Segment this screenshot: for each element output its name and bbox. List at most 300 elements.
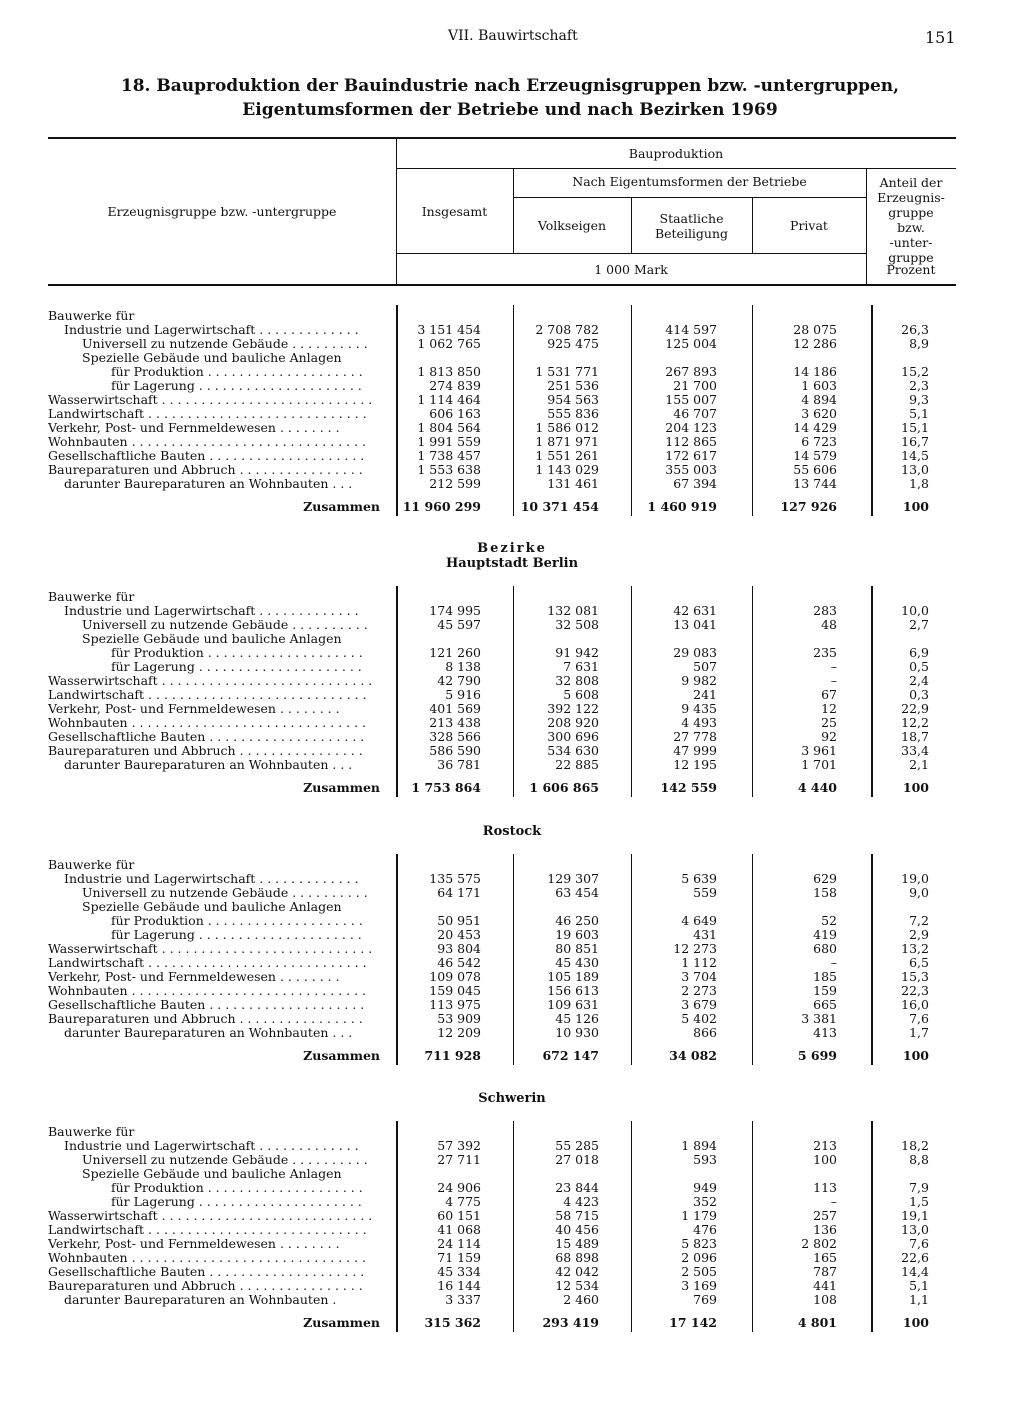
table-row bbox=[0, 309, 1024, 323]
row-leader-dots: . . . bbox=[328, 477, 353, 491]
cell-value: 7,2 bbox=[909, 913, 929, 928]
cell-value: 476 bbox=[693, 1222, 717, 1237]
total-label: Zusammen bbox=[303, 780, 380, 795]
table-row bbox=[0, 984, 1024, 998]
cell-value: 3 620 bbox=[801, 406, 837, 421]
table-row bbox=[0, 744, 1024, 758]
row-label-text: Baureparaturen und Abbruch bbox=[48, 1279, 236, 1293]
row-label-text: Bauwerke für bbox=[48, 858, 135, 872]
cell-value: 52 bbox=[821, 913, 837, 928]
cell-value: 14 186 bbox=[793, 364, 837, 379]
total-value: 711 928 bbox=[424, 1048, 481, 1063]
table-row bbox=[0, 463, 1024, 477]
row-leader-dots: . . . . . . . . . . . . . . . . . . . . . . . . . . . . bbox=[144, 956, 367, 970]
table-row bbox=[0, 1195, 1024, 1209]
cell-value: 45 334 bbox=[437, 1264, 481, 1279]
cell-value: 71 159 bbox=[437, 1250, 481, 1265]
cell-value: 14 579 bbox=[793, 448, 837, 463]
total-value: 142 559 bbox=[660, 780, 717, 795]
cell-value: 22,9 bbox=[901, 701, 929, 716]
row-label-text: für Lagerung bbox=[111, 1195, 195, 1209]
table-row bbox=[0, 886, 1024, 900]
table-row bbox=[0, 1139, 1024, 1153]
bauproduktion-header: Bauproduktion bbox=[628, 146, 724, 161]
row-label-text: für Produktion bbox=[111, 365, 204, 379]
cell-value: 8 138 bbox=[445, 659, 481, 674]
cell-value: 12 209 bbox=[437, 1025, 481, 1040]
cell-value: 8,9 bbox=[909, 336, 929, 351]
cell-value: 267 893 bbox=[665, 364, 717, 379]
cell-value: 19,1 bbox=[901, 1208, 929, 1223]
cell-value: 392 122 bbox=[547, 701, 599, 716]
row-label-text: darunter Baureparaturen an Wohnbauten bbox=[64, 1026, 329, 1040]
cell-value: 2 802 bbox=[801, 1236, 837, 1251]
table-row bbox=[0, 998, 1024, 1012]
row-label bbox=[64, 323, 380, 337]
cell-value: 33,4 bbox=[901, 743, 929, 758]
section-subheading: Hauptstadt Berlin bbox=[445, 556, 579, 571]
cell-value: 40 456 bbox=[555, 1222, 599, 1237]
row-label bbox=[111, 928, 380, 942]
cell-value: 80 851 bbox=[555, 941, 599, 956]
cell-value: 3 169 bbox=[681, 1278, 717, 1293]
table-row bbox=[0, 435, 1024, 449]
cell-value: 93 804 bbox=[437, 941, 481, 956]
table-row bbox=[0, 674, 1024, 688]
cell-value: 2,3 bbox=[909, 378, 929, 393]
cell-value: 14,4 bbox=[901, 1264, 929, 1279]
row-leader-dots: . . . . . . . . . . . . . . . . . . . . . . . . . . . . . . bbox=[127, 984, 367, 998]
cell-value: 22,6 bbox=[901, 1250, 929, 1265]
cell-value: 2,1 bbox=[909, 757, 929, 772]
cell-value: 328 566 bbox=[429, 729, 481, 744]
table-row bbox=[0, 1181, 1024, 1195]
cell-value: 41 068 bbox=[437, 1222, 481, 1237]
cell-value: 13,2 bbox=[901, 941, 929, 956]
row-leader-dots: . . . bbox=[328, 758, 353, 772]
cell-value: 241 bbox=[693, 687, 717, 702]
cell-value: 9 435 bbox=[681, 701, 717, 716]
row-label-text: für Produktion bbox=[111, 1181, 204, 1195]
cell-value: 174 995 bbox=[429, 603, 481, 618]
cell-value: 100 bbox=[813, 1152, 837, 1167]
cell-value: 3 151 454 bbox=[417, 322, 481, 337]
cell-value: 108 bbox=[813, 1292, 837, 1307]
header-rule bbox=[396, 253, 866, 254]
cell-value: 7 631 bbox=[563, 659, 599, 674]
row-label-text: Baureparaturen und Abbruch bbox=[48, 463, 236, 477]
table-row bbox=[0, 970, 1024, 984]
total-value: 10 371 454 bbox=[520, 499, 599, 514]
cell-value: 2 460 bbox=[563, 1292, 599, 1307]
cell-value: 2,9 bbox=[909, 927, 929, 942]
row-label-text: Spezielle Gebäude und bauliche Anlagen bbox=[82, 900, 342, 914]
row-label bbox=[48, 407, 380, 421]
row-label bbox=[48, 393, 380, 407]
row-label bbox=[82, 618, 380, 632]
table-row bbox=[0, 590, 1024, 604]
row-leader-dots: . . . . . . . . . . . . . . . . . . . . bbox=[205, 449, 365, 463]
cell-value: 29 083 bbox=[673, 645, 717, 660]
cell-value: 135 575 bbox=[429, 871, 481, 886]
cell-value: 5 608 bbox=[563, 687, 599, 702]
cell-value: 42 631 bbox=[673, 603, 717, 618]
row-label-text: Wohnbauten bbox=[48, 1251, 128, 1265]
row-label bbox=[48, 1209, 380, 1223]
total-value: 34 082 bbox=[669, 1048, 717, 1063]
anteil-header bbox=[866, 175, 956, 265]
table-row bbox=[0, 858, 1024, 872]
total-value: 5 699 bbox=[797, 1048, 837, 1063]
row-label bbox=[64, 477, 380, 491]
total-value: 1 460 919 bbox=[647, 499, 717, 514]
table-title-line-1: 18. Bauproduktion der Bauindustrie nach Erzeugnisgruppen bzw. -untergruppen, bbox=[120, 76, 900, 96]
cell-value: 113 975 bbox=[429, 997, 481, 1012]
table-row bbox=[0, 477, 1024, 491]
cell-value: 57 392 bbox=[437, 1138, 481, 1153]
row-leader-dots: . . . . . . . . bbox=[276, 421, 340, 435]
top-rule bbox=[48, 137, 956, 139]
cell-value: 5 916 bbox=[445, 687, 481, 702]
anteil-line: gruppe bbox=[888, 250, 934, 265]
cell-value: 172 617 bbox=[665, 448, 717, 463]
header-rule bbox=[396, 168, 956, 169]
total-value: 1 753 864 bbox=[411, 780, 481, 795]
cell-value: 355 003 bbox=[665, 462, 717, 477]
cell-value: 212 599 bbox=[429, 476, 481, 491]
row-label-text: Gesellschaftliche Bauten bbox=[48, 1265, 206, 1279]
row-label-text: Verkehr, Post- und Fernmeldewesen bbox=[48, 702, 276, 716]
cell-value: 949 bbox=[693, 1180, 717, 1195]
row-leader-dots: . . . . . . . . . . . . . . . . . . . . bbox=[205, 730, 365, 744]
cell-value: 32 508 bbox=[555, 617, 599, 632]
row-leader-dots: . . . . . . . . . . . . . bbox=[255, 323, 359, 337]
row-label bbox=[48, 435, 380, 449]
cell-value: – bbox=[830, 1194, 837, 1209]
row-label bbox=[111, 914, 380, 928]
cell-value: 19 603 bbox=[555, 927, 599, 942]
header-rule bbox=[513, 197, 866, 198]
total-value: 4 801 bbox=[797, 1315, 837, 1330]
row-label-text: Wohnbauten bbox=[48, 716, 128, 730]
table-row bbox=[0, 758, 1024, 772]
cell-value: 2 505 bbox=[681, 1264, 717, 1279]
cell-value: 10,0 bbox=[901, 603, 929, 618]
row-leader-dots: . . . . . . . . . . . . . . . . . . . . . bbox=[194, 379, 362, 393]
table-row bbox=[0, 956, 1024, 970]
cell-value: 1,8 bbox=[909, 476, 929, 491]
cell-value: 1 179 bbox=[681, 1208, 717, 1223]
cell-value: 593 bbox=[693, 1152, 717, 1167]
cell-value: 67 394 bbox=[673, 476, 717, 491]
cell-value: 0,3 bbox=[909, 687, 929, 702]
table-row bbox=[0, 407, 1024, 421]
cell-value: 559 bbox=[693, 885, 717, 900]
row-label bbox=[48, 1125, 380, 1139]
cell-value: 19,0 bbox=[901, 871, 929, 886]
cell-value: 23 844 bbox=[555, 1180, 599, 1195]
row-label-text: darunter Baureparaturen an Wohnbauten bbox=[64, 1293, 329, 1307]
row-label bbox=[111, 660, 380, 674]
cell-value: 159 045 bbox=[429, 983, 481, 998]
cell-value: 112 865 bbox=[665, 434, 717, 449]
cell-value: 16 144 bbox=[437, 1278, 481, 1293]
cell-value: 0,5 bbox=[909, 659, 929, 674]
cell-value: 1 804 564 bbox=[417, 420, 481, 435]
cell-value: 1 701 bbox=[801, 757, 837, 772]
row-label-text: Universell zu nutzende Gebäude bbox=[82, 618, 289, 632]
anteil-line: bzw. bbox=[897, 220, 925, 235]
total-row bbox=[0, 1316, 1024, 1330]
cell-value: 5 823 bbox=[681, 1236, 717, 1251]
row-label-text: Wohnbauten bbox=[48, 435, 128, 449]
row-label-text: Verkehr, Post- und Fernmeldewesen bbox=[48, 970, 276, 984]
cell-value: 113 bbox=[813, 1180, 837, 1195]
cell-value: 3 337 bbox=[445, 1292, 481, 1307]
total-value: 100 bbox=[902, 1315, 929, 1330]
anteil-line: Erzeugnis- bbox=[877, 190, 945, 205]
cell-value: 235 bbox=[813, 645, 837, 660]
row-label-text: Universell zu nutzende Gebäude bbox=[82, 1153, 289, 1167]
cell-value: 1 586 012 bbox=[535, 420, 599, 435]
staatliche-line: Staatliche bbox=[659, 211, 724, 226]
row-label-text: Verkehr, Post- und Fernmeldewesen bbox=[48, 421, 276, 435]
cell-value: 866 bbox=[693, 1025, 717, 1040]
row-leader-dots: . . . . . . . . . . . . . . . . . . . . bbox=[205, 998, 365, 1012]
row-leader-dots: . . . . . . . . . . . . . bbox=[255, 872, 359, 886]
row-label bbox=[82, 1167, 380, 1181]
table-row bbox=[0, 900, 1024, 914]
row-label-text: für Produktion bbox=[111, 914, 204, 928]
cell-value: 1 738 457 bbox=[417, 448, 481, 463]
cell-value: 4 775 bbox=[445, 1194, 481, 1209]
table-row bbox=[0, 716, 1024, 730]
cell-value: 414 597 bbox=[665, 322, 717, 337]
cell-value: 954 563 bbox=[547, 392, 599, 407]
row-label-text: Bauwerke für bbox=[48, 1125, 135, 1139]
cell-value: – bbox=[830, 955, 837, 970]
cell-value: 156 613 bbox=[547, 983, 599, 998]
row-label bbox=[48, 970, 380, 984]
row-label bbox=[48, 1223, 380, 1237]
row-label bbox=[82, 886, 380, 900]
table-row bbox=[0, 688, 1024, 702]
row-leader-dots: . . . . . . . . . . . . . . . . . . . . . . . . . . . bbox=[157, 393, 373, 407]
cell-value: 208 920 bbox=[547, 715, 599, 730]
table-row bbox=[0, 449, 1024, 463]
row-leader-dots: . . . . . . . . . . . . . . . . . . . . bbox=[205, 1265, 365, 1279]
cell-value: 787 bbox=[813, 1264, 837, 1279]
cell-value: 131 461 bbox=[547, 476, 599, 491]
cell-value: 121 260 bbox=[429, 645, 481, 660]
row-label-text: für Produktion bbox=[111, 646, 204, 660]
cell-value: 2 096 bbox=[681, 1250, 717, 1265]
row-label bbox=[48, 1237, 380, 1251]
row-label-text: Spezielle Gebäude und bauliche Anlagen bbox=[82, 1167, 342, 1181]
total-row bbox=[0, 781, 1024, 795]
cell-value: 42 042 bbox=[555, 1264, 599, 1279]
cell-value: 5 639 bbox=[681, 871, 717, 886]
table-row bbox=[0, 379, 1024, 393]
row-label bbox=[48, 998, 380, 1012]
cell-value: 283 bbox=[813, 603, 837, 618]
header-bottom-rule bbox=[48, 284, 956, 286]
row-leader-dots: . . . . . . . . . . . . . . . . . . . . bbox=[203, 914, 363, 928]
cell-value: 413 bbox=[813, 1025, 837, 1040]
row-label-text: Wasserwirtschaft bbox=[48, 674, 158, 688]
cell-value: 58 715 bbox=[555, 1208, 599, 1223]
cell-value: 6,9 bbox=[909, 645, 929, 660]
cell-value: 12 286 bbox=[793, 336, 837, 351]
cell-value: 1,5 bbox=[909, 1194, 929, 1209]
row-label bbox=[111, 1195, 380, 1209]
cell-value: 67 bbox=[821, 687, 837, 702]
row-label bbox=[48, 688, 380, 702]
cell-value: 1 114 464 bbox=[417, 392, 481, 407]
cell-value: 47 999 bbox=[673, 743, 717, 758]
cell-value: 21 700 bbox=[673, 378, 717, 393]
running-header: VII. Bauwirtschaft bbox=[448, 28, 578, 44]
table-row bbox=[0, 351, 1024, 365]
row-label-text: Landwirtschaft bbox=[48, 1223, 145, 1237]
cell-value: 1 603 bbox=[801, 378, 837, 393]
anteil-line: -unter- bbox=[889, 235, 933, 250]
cell-value: 665 bbox=[813, 997, 837, 1012]
cell-value: 46 707 bbox=[673, 406, 717, 421]
cell-value: 125 004 bbox=[665, 336, 717, 351]
row-label bbox=[82, 351, 380, 365]
cell-value: 213 438 bbox=[429, 715, 481, 730]
row-leader-dots: . . . . . . . . bbox=[276, 702, 340, 716]
cell-value: 5,1 bbox=[909, 406, 929, 421]
cell-value: 7,6 bbox=[909, 1011, 929, 1026]
staatliche-beteiligung-header bbox=[631, 211, 752, 241]
cell-value: 1 062 765 bbox=[417, 336, 481, 351]
cell-value: 7,6 bbox=[909, 1236, 929, 1251]
cell-value: 680 bbox=[813, 941, 837, 956]
cell-value: 22,3 bbox=[901, 983, 929, 998]
cell-value: 257 bbox=[813, 1208, 837, 1223]
cell-value: 441 bbox=[813, 1278, 837, 1293]
table-row bbox=[0, 942, 1024, 956]
total-value: 4 440 bbox=[797, 780, 837, 795]
cell-value: 2 708 782 bbox=[535, 322, 599, 337]
cell-value: 129 307 bbox=[547, 871, 599, 886]
cell-value: 26,3 bbox=[901, 322, 929, 337]
row-leader-dots: . . . . . . . . . . . . . . . . . . . . bbox=[203, 1181, 363, 1195]
row-label-text: Gesellschaftliche Bauten bbox=[48, 998, 206, 1012]
row-label bbox=[48, 1279, 380, 1293]
cell-value: 60 151 bbox=[437, 1208, 481, 1223]
cell-value: 24 114 bbox=[437, 1236, 481, 1251]
row-label-text: Universell zu nutzende Gebäude bbox=[82, 886, 289, 900]
row-leader-dots: . . . . . . . . . . . . . . . . . . . . . . . . . . . bbox=[157, 1209, 373, 1223]
row-label bbox=[48, 744, 380, 758]
total-row bbox=[0, 500, 1024, 514]
row-leader-dots: . . . . . . . . . . . . . . . . . . . . . bbox=[194, 928, 362, 942]
cell-value: 165 bbox=[813, 1250, 837, 1265]
row-label bbox=[48, 730, 380, 744]
row-leader-dots: . . . . . . . . . . . . . . . . . . . . . . . . . . . bbox=[157, 674, 373, 688]
total-label: Zusammen bbox=[303, 1315, 380, 1330]
cell-value: 3 679 bbox=[681, 997, 717, 1012]
row-leader-dots: . . . . . . . . . . bbox=[288, 886, 368, 900]
cell-value: 16,0 bbox=[901, 997, 929, 1012]
table-row bbox=[0, 702, 1024, 716]
row-label bbox=[64, 1139, 380, 1153]
row-label bbox=[48, 942, 380, 956]
cell-value: – bbox=[830, 659, 837, 674]
table-row bbox=[0, 1293, 1024, 1307]
cell-value: 9,3 bbox=[909, 392, 929, 407]
table-row bbox=[0, 604, 1024, 618]
table-row bbox=[0, 872, 1024, 886]
cell-value: 3 704 bbox=[681, 969, 717, 984]
row-leader-dots: . . . . . . . . . . bbox=[288, 618, 368, 632]
row-label bbox=[48, 590, 380, 604]
cell-value: 419 bbox=[813, 927, 837, 942]
total-value: 100 bbox=[902, 499, 929, 514]
table-row bbox=[0, 660, 1024, 674]
row-label bbox=[82, 632, 380, 646]
cell-value: 13 744 bbox=[793, 476, 837, 491]
table-row bbox=[0, 618, 1024, 632]
cell-value: 8,8 bbox=[909, 1152, 929, 1167]
cell-value: 4 894 bbox=[801, 392, 837, 407]
row-label-text: für Lagerung bbox=[111, 660, 195, 674]
cell-value: 20 453 bbox=[437, 927, 481, 942]
row-label-text: Spezielle Gebäude und bauliche Anlagen bbox=[82, 632, 342, 646]
row-label-text: Industrie und Lagerwirtschaft bbox=[64, 323, 256, 337]
cell-value: 12 273 bbox=[673, 941, 717, 956]
cell-value: 12,2 bbox=[901, 715, 929, 730]
table-row bbox=[0, 393, 1024, 407]
row-label bbox=[48, 421, 380, 435]
cell-value: 251 536 bbox=[547, 378, 599, 393]
cell-value: 32 808 bbox=[555, 673, 599, 688]
cell-value: 1 553 638 bbox=[417, 462, 481, 477]
row-leader-dots: . . . . . . . . . . . . . . . . . . . . . . . . . . . . . . bbox=[127, 435, 367, 449]
row-label bbox=[48, 1012, 380, 1026]
cell-value: 925 475 bbox=[547, 336, 599, 351]
cell-value: 91 942 bbox=[555, 645, 599, 660]
table-row bbox=[0, 1265, 1024, 1279]
row-leader-dots: . . . . . . . . . . . . . . . . . . . . . bbox=[194, 660, 362, 674]
cell-value: 5 402 bbox=[681, 1011, 717, 1026]
cell-value: 507 bbox=[693, 659, 717, 674]
row-leader-dots: . . . . . . . . . . . . . . . . . . . . . . . . . . . . . . bbox=[127, 716, 367, 730]
cell-value: 6,5 bbox=[909, 955, 929, 970]
table-row bbox=[0, 1026, 1024, 1040]
cell-value: 45 430 bbox=[555, 955, 599, 970]
cell-value: 13 041 bbox=[673, 617, 717, 632]
row-leader-dots: . . . . . . . . . . . . . . . . . . . . . . . . . . . . bbox=[144, 407, 367, 421]
anteil-line: Anteil der bbox=[879, 175, 943, 190]
row-label bbox=[82, 337, 380, 351]
cell-value: 1 143 029 bbox=[535, 462, 599, 477]
cell-value: 300 696 bbox=[547, 729, 599, 744]
cell-value: 92 bbox=[821, 729, 837, 744]
insgesamt-header: Insgesamt bbox=[421, 204, 488, 219]
cell-value: 18,7 bbox=[901, 729, 929, 744]
row-leader-dots: . . . . . . . . . . bbox=[288, 337, 368, 351]
cell-value: 1 112 bbox=[681, 955, 717, 970]
total-value: 127 926 bbox=[780, 499, 837, 514]
cell-value: 1 813 850 bbox=[417, 364, 481, 379]
table-row bbox=[0, 1223, 1024, 1237]
table-title-line-2: Eigentumsformen der Betriebe und nach Bezirken 1969 bbox=[242, 100, 778, 120]
total-value: 100 bbox=[902, 1048, 929, 1063]
